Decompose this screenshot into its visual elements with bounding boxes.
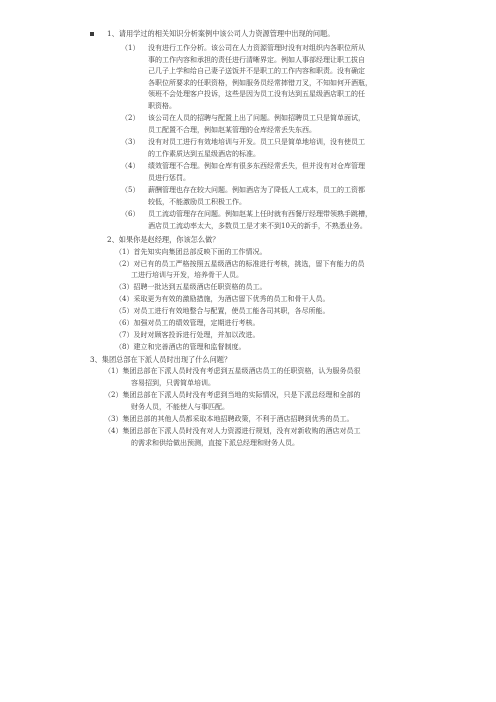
- question-2-title: 2、如果你是赵经理，你该怎么做？: [107, 235, 220, 244]
- q1-item-1-line: 职资格。: [148, 101, 176, 110]
- q3-item: （3）集团总部的其他人员都采取本地招聘政策，不利于酒店招聘到优秀的员工。: [104, 415, 354, 423]
- q1-item-5-line: 较低，不能激励员工积极工作。: [148, 197, 246, 206]
- q1-item-3-line: 没有对员工进行有效地培训与开发。员工只是简单地培训，没有使员工: [148, 138, 365, 146]
- q1-item-1-line: 领班不会处理客户投诉，这些是因为员工没有达到五星级酒店职工的任: [148, 90, 365, 98]
- q1-item-3-num: （3）: [121, 138, 140, 146]
- q1-item-6-line: 酒店员工流动率太大，多数员工是才来不到10天的新手，不熟悉业务。: [148, 221, 367, 230]
- q1-item-5-line: 薪酬管理也存在较大问题。例如酒店为了降低人工成本，员工的工资都: [148, 186, 365, 194]
- q1-item-3-line: 的工作素质达到五星级酒店的标准。: [148, 149, 260, 158]
- question-3-title: 3、集团总部在下派人员时出现了什么问题？: [90, 355, 232, 364]
- q2-item-cont: 工进行培训与开发，培养骨干人员。: [131, 271, 243, 279]
- question-1-title: 1、请用学过的相关知识分析案例中该公司人力资源管理中出现的问题。: [107, 29, 335, 38]
- q3-item-cont: 容易招到，只需简单培训。: [131, 379, 215, 387]
- q2-item: （3）招聘一批达到五星级酒店任职资格的员工。: [115, 283, 267, 291]
- q1-item-2-line: 员工配置不合理，例如赵某管理的仓库经常丢失东西。: [148, 125, 316, 134]
- q1-item-5-num: （5）: [121, 186, 140, 194]
- q1-item-4-line: 员进行惩罚。: [148, 173, 190, 182]
- q1-item-2-num: （2）: [121, 114, 140, 122]
- q3-item-cont: 的需求和供给做出预测，直接下派总经理和财务人员。: [131, 439, 299, 447]
- q1-item-1-line: 各职位所要求的任职资格，例如服务员经常摔错刀叉，不知如何开酒瓶，: [148, 78, 372, 87]
- q2-item: （8）建立和完善酒店的管理和监督制度。: [115, 343, 246, 351]
- bullet-icon: [90, 32, 94, 36]
- q2-item: （2）对已有的员工严格按照五星级酒店的标准进行考核，挑选，留下有能力的员: [115, 259, 365, 268]
- q1-item-6-line: 员工流动管理存在问题。例如赵某上任时就有西餐厅经理带领熟手跳槽，: [148, 210, 372, 218]
- q1-item-1-num: （1）: [121, 44, 140, 52]
- q1-item-1-line: 没有进行工作分析。该公司在人力资源管理时没有对组织内各职位所从: [148, 44, 365, 52]
- q3-item: （2）集团总部在下派人员时没有考虑到当地的实际情况，只是下派总经理和全部的: [104, 391, 361, 399]
- q2-item: （5）对员工进行有效地整合与配置，使员工能各司其职，各尽所能。: [115, 307, 330, 315]
- q1-item-1-line: 事的工作内容和承担的责任进行清晰界定。例如人事部经理让职工拔自: [148, 55, 365, 64]
- q1-item-6-num: （6）: [121, 210, 140, 218]
- q3-item: （1）集团总部在下派人员时没有考虑到五星级酒店员工的任职资格，认为服务员很: [104, 367, 361, 375]
- q1-item-4-line: 绩效管理不合理。例如仓库有很多东西经常丢失，但并没有对仓库管理: [148, 162, 365, 170]
- q3-item-cont: 财务人员，不能使人与事匹配。: [131, 403, 229, 411]
- q2-item: （6）加强对员工的绩效管理，定期进行考核。: [115, 319, 260, 327]
- q2-item: （4）采取更为有效的激励措施，为酒店留下优秀的员工和骨干人员。: [115, 295, 330, 303]
- q2-item: （1）首先知实向集团总部反映下面的工作情况。: [115, 247, 267, 256]
- q1-item-1-line: 己几子上学和给自己妻子送饭并不是职工的工作内容和职责。没有确定: [148, 67, 365, 75]
- q1-item-2-line: 该公司在人员的招聘与配置上出了问题。例如招聘员工只是简单面试，: [148, 114, 365, 122]
- q2-item: （7）及时对顾客投诉进行处理，并加以改进。: [115, 331, 260, 339]
- q1-item-4-num: （4）: [121, 162, 140, 170]
- q3-item: （4）集团总部在下派人员时没有对人力资源进行规划，没有对新收购的酒店对员工: [104, 427, 361, 435]
